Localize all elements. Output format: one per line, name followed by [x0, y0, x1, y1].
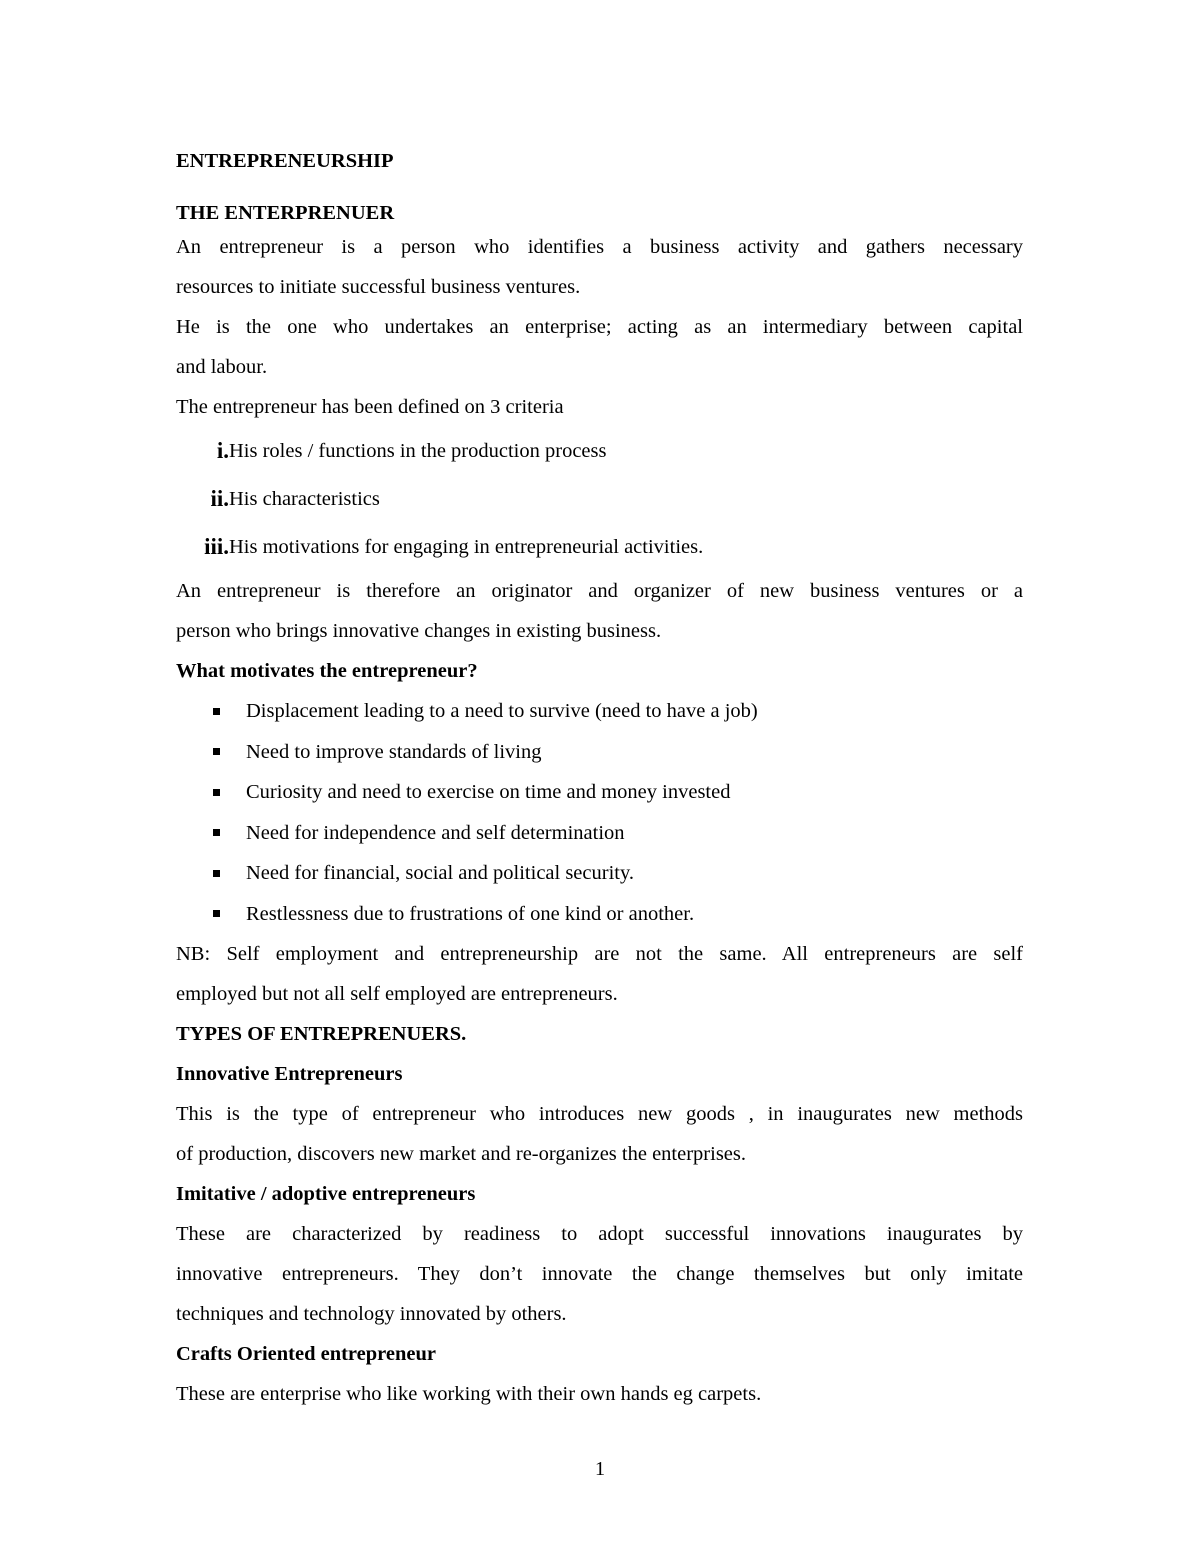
- paragraph-line: These are characterized by readiness to adopt successful innovations inaugurates by: [176, 1223, 1023, 1245]
- list-item: [176, 523, 1023, 571]
- list-item: [176, 894, 1023, 935]
- paragraph-line: person who brings innovative changes in existing business.: [176, 620, 662, 642]
- paragraph-line: of production, discovers new market and re-organizes the enterprises.: [176, 1143, 747, 1165]
- list-item: [176, 732, 1023, 773]
- paragraph-line: This is the type of entrepreneur who introduces new goods , in inaugurates new methods: [176, 1103, 1023, 1125]
- paragraph-line: An entrepreneur is a person who identifies a business activity and gathers necessary: [176, 236, 1023, 258]
- list-number: ii.: [210, 486, 229, 511]
- list-item: [176, 813, 1023, 854]
- list-text: Need to improve standards of living: [246, 740, 542, 763]
- paragraph-line: He is the one who undertakes an enterprise; acting as an intermediary between capital: [176, 316, 1023, 338]
- list-text: His motivations for engaging in entrepreneurial activities.: [229, 536, 704, 558]
- list-item: [176, 853, 1023, 894]
- criteria-list: [176, 427, 1023, 571]
- paragraph-line: The entrepreneur has been defined on 3 criteria: [176, 396, 564, 418]
- list-item: [176, 772, 1023, 813]
- motivation-list: [176, 691, 1023, 934]
- list-item: [176, 475, 1023, 523]
- paragraph-line: These are enterprise who like working with their own hands eg carpets.: [176, 1383, 762, 1405]
- document-title: ENTREPRENEURSHIP: [176, 150, 394, 172]
- section-heading-entrepreneur: THE ENTERPRENUER: [176, 202, 395, 224]
- list-text: Curiosity and need to exercise on time and money invested: [246, 781, 731, 804]
- paragraph-line: employed but not all self employed are entrepreneurs.: [176, 983, 618, 1005]
- page-number: 1: [594, 1458, 606, 1480]
- paragraph-line: and labour.: [176, 356, 268, 378]
- square-bullet-icon: [213, 748, 220, 755]
- square-bullet-icon: [213, 789, 220, 796]
- list-text: Restlessness due to frustrations of one kind or another.: [246, 902, 695, 925]
- list-number: i.: [216, 438, 229, 463]
- paragraph-line: resources to initiate successful business ventures.: [176, 276, 581, 298]
- subheading-crafts: Crafts Oriented entrepreneur: [176, 1343, 436, 1365]
- paragraph-line: An entrepreneur is therefore an originator and organizer of new business ventures or a: [176, 580, 1023, 602]
- paragraph-line: innovative entrepreneurs. They don’t innovate the change themselves but only imitate: [176, 1263, 1023, 1285]
- list-item: [176, 427, 1023, 475]
- square-bullet-icon: [213, 870, 220, 877]
- page-content: [176, 141, 1023, 1414]
- subheading-imitative: Imitative / adoptive entrepreneurs: [176, 1183, 476, 1205]
- square-bullet-icon: [213, 708, 220, 715]
- subheading-innovative: Innovative Entrepreneurs: [176, 1063, 403, 1085]
- paragraph-line: NB: Self employment and entrepreneurship are not the same. All entrepreneurs are self: [176, 943, 1023, 965]
- list-item: [176, 691, 1023, 732]
- list-text: Need for financial, social and political security.: [246, 862, 635, 885]
- section-heading-motivation: What motivates the entrepreneur?: [176, 660, 478, 682]
- list-text: His roles / functions in the production process: [229, 440, 607, 462]
- list-text: Need for independence and self determination: [246, 821, 625, 844]
- square-bullet-icon: [213, 910, 220, 917]
- square-bullet-icon: [213, 829, 220, 836]
- list-number: iii.: [204, 534, 229, 559]
- section-heading-types: TYPES OF ENTREPRENUERS.: [176, 1023, 467, 1045]
- list-text: Displacement leading to a need to survive (need to have a job): [246, 700, 758, 723]
- list-text: His characteristics: [229, 488, 380, 510]
- paragraph-line: techniques and technology innovated by others.: [176, 1303, 567, 1325]
